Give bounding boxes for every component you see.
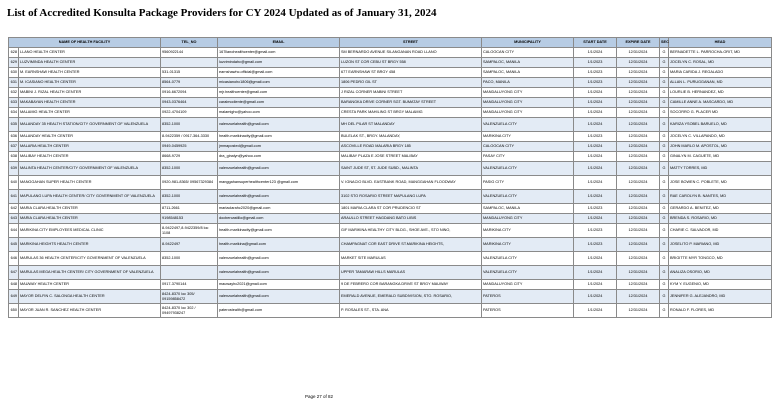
expire-date-cell: 12/31/2024 bbox=[617, 58, 660, 68]
street-cell: 1801 MARIA CLARA ST COR PRUDENCIO ST bbox=[340, 204, 482, 214]
municipality-cell: VALENZUELA CITY bbox=[482, 162, 574, 176]
table-row bbox=[9, 290, 772, 304]
expire-date-cell: 12/31/2024 bbox=[617, 142, 660, 152]
table-row bbox=[9, 132, 772, 142]
email-cell: health.marikinacity@gmail.com bbox=[218, 132, 340, 142]
head-cell: JOCELYN C. VILLAPANDO, MD bbox=[669, 132, 772, 142]
municipality-cell: PATEROS bbox=[482, 304, 574, 318]
head-cell: KYM Y. EUGENIO, MD bbox=[669, 280, 772, 290]
start-date-cell: 1/1/2023 bbox=[574, 58, 617, 68]
email-cell: luzvimindahc@gmail.com bbox=[218, 58, 340, 68]
municipality-cell: MARIKINA CITY bbox=[482, 224, 574, 238]
street-cell: 677 EARNSHAW ST BRGY 458 bbox=[340, 68, 482, 78]
street-cell: J RIZAL CORNER MABINI STREET bbox=[340, 88, 482, 98]
table-row bbox=[9, 304, 772, 318]
row-number-cell: 650 bbox=[9, 304, 19, 318]
row-number-cell: 631 bbox=[9, 78, 19, 88]
facility-name-cell: MALANDAY HEALTH CENTER bbox=[19, 132, 161, 142]
expire-date-cell: 12/31/2024 bbox=[617, 152, 660, 162]
facility-name-cell: MAYOR JUAN R. SANCHEZ HEALTH CENTER bbox=[19, 304, 161, 318]
row-number-cell: 641 bbox=[9, 190, 19, 204]
row-number-cell: 647 bbox=[9, 266, 19, 280]
row-number-cell: 642 bbox=[9, 204, 19, 214]
sec-cell: G bbox=[660, 214, 669, 224]
start-date-cell: 1/1/2024 bbox=[574, 48, 617, 58]
expire-date-cell: 12/31/2024 bbox=[617, 162, 660, 176]
head-cell: CAMILLE ANNE A. MASCARDO, MD bbox=[669, 98, 772, 108]
expire-date-cell: 12/31/2024 bbox=[617, 280, 660, 290]
head-cell: BERNADETTE L. PARROCHA-ORIT, MD bbox=[669, 48, 772, 58]
expire-date-cell: 12/31/2024 bbox=[617, 68, 660, 78]
municipality-cell: PACO, MANILA bbox=[482, 78, 574, 88]
sec-cell: G bbox=[660, 132, 669, 142]
table-row bbox=[9, 280, 772, 290]
municipality-cell: VALENZUELA CITY bbox=[482, 190, 574, 204]
start-date-cell: 1/1/2023 bbox=[574, 224, 617, 238]
col-header-tel: TEL_NO bbox=[161, 38, 218, 48]
sec-cell: G bbox=[660, 152, 669, 162]
sec-cell: G bbox=[660, 48, 669, 58]
row-number-cell: 649 bbox=[9, 290, 19, 304]
municipality-cell: VALENZUELA CITY bbox=[482, 118, 574, 132]
start-date-cell: 1/1/2024 bbox=[574, 290, 617, 304]
municipality-cell: VALENZUELA CITY bbox=[482, 252, 574, 266]
facility-name-cell: MALARIA HEALTH CENTER bbox=[19, 142, 161, 152]
table-row bbox=[9, 152, 772, 162]
email-cell: jmmaposted@gmail.com bbox=[218, 142, 340, 152]
table-row bbox=[9, 98, 772, 108]
table-row bbox=[9, 162, 772, 176]
table-row bbox=[9, 252, 772, 266]
sec-cell: G bbox=[660, 58, 669, 68]
expire-date-cell: 12/31/2024 bbox=[617, 204, 660, 214]
head-cell: JENNIFER G. ALEJANDRO, MD bbox=[669, 290, 772, 304]
facility-name-cell: MARIA CLARA HEALTH CENTER bbox=[19, 204, 161, 214]
table-row bbox=[9, 68, 772, 78]
street-cell: G/F MARIKINA HEALTHY CITY BLDG., SHOE AVE., STO NINO, bbox=[340, 224, 482, 238]
table-row bbox=[9, 204, 772, 214]
table-row bbox=[9, 48, 772, 58]
expire-date-cell: 12/31/2024 bbox=[617, 88, 660, 98]
expire-date-cell: 12/31/2024 bbox=[617, 118, 660, 132]
table-row bbox=[9, 190, 772, 204]
tel-no-cell: 0922-4704109 bbox=[161, 108, 218, 118]
facility-name-cell: MAKABAYAN HEALTH CENTER bbox=[19, 98, 161, 108]
start-date-cell: 1/1/2024 bbox=[574, 266, 617, 280]
email-cell: valenzuelahealth@gmail.com bbox=[218, 118, 340, 132]
col-header-email: EMAIL bbox=[218, 38, 340, 48]
col-header-municipality: MUNICIPALITY bbox=[482, 38, 574, 48]
start-date-cell: 1/1/2024 bbox=[574, 142, 617, 152]
street-cell: EMERALD AVENUE, EMERALD SUBDIVISION, STO. ROSARIO, bbox=[340, 290, 482, 304]
municipality-cell: PASIG CITY bbox=[482, 176, 574, 190]
expire-date-cell: 12/31/2024 bbox=[617, 132, 660, 142]
street-cell: 1806 PEDRO GIL ST bbox=[340, 78, 482, 88]
municipality-cell: MARIKINA CITY bbox=[482, 238, 574, 252]
table-row bbox=[9, 266, 772, 280]
email-cell: docbercastillo@gmail.com bbox=[218, 214, 340, 224]
row-number-cell: 634 bbox=[9, 108, 19, 118]
tel-no-cell: 8-9422497,8-9422359/8 loc 1108 bbox=[161, 224, 218, 238]
head-cell: JOSE BOWEN C. POBLETE, MD bbox=[669, 176, 772, 190]
row-number-cell: 639 bbox=[9, 162, 19, 176]
street-cell: SM BERNARDO AVENUE SILANGANAN ROAD LLANO bbox=[340, 48, 482, 58]
municipality-cell: CALOOCAN CITY bbox=[482, 48, 574, 58]
tel-no-cell: 8564-0779 bbox=[161, 78, 218, 88]
facility-name-cell: MABINI J. RIZAL HEALTH CENTER bbox=[19, 88, 161, 98]
start-date-cell: 1/1/2023 bbox=[574, 78, 617, 88]
start-date-cell: 1/1/2024 bbox=[574, 280, 617, 290]
municipality-cell: PATEROS bbox=[482, 290, 574, 304]
municipality-cell: MANDALUYONG CITY bbox=[482, 280, 574, 290]
expire-date-cell: 12/31/2024 bbox=[617, 48, 660, 58]
sec-cell: G bbox=[660, 224, 669, 238]
col-header-start-date: START DATE bbox=[574, 38, 617, 48]
start-date-cell: 1/1/2024 bbox=[574, 98, 617, 108]
municipality-cell: MANDALUYONG CITY bbox=[482, 108, 574, 118]
start-date-cell: 1/1/2024 bbox=[574, 162, 617, 176]
street-cell: CRESTA PARK MAHILING ST BRGY MALAMIG bbox=[340, 108, 482, 118]
email-cell: earnshawhc.official@gmail.com bbox=[218, 68, 340, 78]
expire-date-cell: 12/31/2024 bbox=[617, 214, 660, 224]
expire-date-cell: 12/31/2024 bbox=[617, 304, 660, 318]
street-cell: 3102 STO ROSARIO STREET MAPULANG LUPA bbox=[340, 190, 482, 204]
email-cell: caralmodiente@gmail.com bbox=[218, 98, 340, 108]
head-cell: JOCELYN C. ROSAL, MD bbox=[669, 58, 772, 68]
row-number-cell: 640 bbox=[9, 176, 19, 190]
head-cell: LOURLIE B. HERNANDEZ, MD bbox=[669, 88, 772, 98]
street-cell: CHAMPAGNAT COR EAST DRIVE ST.MARIKINA HEIGHTS, bbox=[340, 238, 482, 252]
sec-cell: G bbox=[660, 290, 669, 304]
municipality-cell: SAMPALOC, MANILA bbox=[482, 58, 574, 68]
tel-no-cell: 0949-0459925 bbox=[161, 142, 218, 152]
facility-name-cell: MALINTA HEALTH CENTER/CITY GOVERNMENT OF VALENZUELA bbox=[19, 162, 161, 176]
municipality-cell: VALENZUELA CITY bbox=[482, 266, 574, 280]
facility-name-cell: MANGGAHAN SUPER HEALTH CENTER bbox=[19, 176, 161, 190]
facility-name-cell: MARULAS 36 HEALTH CENTER/CITY GOVERNMENT OF VALENZUELA bbox=[19, 252, 161, 266]
sec-cell: G bbox=[660, 238, 669, 252]
row-number-cell: 645 bbox=[9, 238, 19, 252]
page-number: Page 27 of 82 bbox=[304, 394, 334, 399]
municipality-cell: SAMPALOC, MANILA bbox=[482, 204, 574, 214]
table-row bbox=[9, 214, 772, 224]
expire-date-cell: 12/31/2024 bbox=[617, 108, 660, 118]
email-cell: paterostealth@gmail.com bbox=[218, 304, 340, 318]
facility-name-cell: M. ICASIANO HEALTH CENTER bbox=[19, 78, 161, 88]
street-cell: MARKET SITE MARULAS bbox=[340, 252, 482, 266]
tel-no-cell: 531-01315 bbox=[161, 68, 218, 78]
tel-no-cell: 8-9422359 / 0917-364-3330 bbox=[161, 132, 218, 142]
sec-cell: G bbox=[660, 108, 669, 118]
email-cell: valenzuelahealth@gmail.com bbox=[218, 266, 340, 280]
sec-cell: G bbox=[660, 280, 669, 290]
sec-cell: G bbox=[660, 162, 669, 176]
providers-table bbox=[8, 37, 772, 318]
email-cell: dra_ginalyn@yahoo.com bbox=[218, 152, 340, 162]
tel-no-cell: 0920-981-8365/ 09567329384 bbox=[161, 176, 218, 190]
street-cell: 9 DE FEBRERO COR BARANGKA DRIVE ST BRGY MAUWAY bbox=[340, 280, 482, 290]
sec-cell: G bbox=[660, 88, 669, 98]
row-number-cell: 644 bbox=[9, 224, 19, 238]
tel-no-cell: 0916-6672094 bbox=[161, 88, 218, 98]
head-cell: ANALIZA OSORIO, MD bbox=[669, 266, 772, 280]
sec-cell: G bbox=[660, 98, 669, 108]
email-cell: malamighc@yahoo.com bbox=[218, 108, 340, 118]
table-row bbox=[9, 58, 772, 68]
table-row bbox=[9, 238, 772, 252]
tel-no-cell bbox=[161, 266, 218, 280]
facility-name-cell: MALIBAY HEALTH CENTER bbox=[19, 152, 161, 162]
start-date-cell: 1/1/2023 bbox=[574, 68, 617, 78]
municipality-cell: MANDALUYONG CITY bbox=[482, 88, 574, 98]
expire-date-cell: 12/31/2024 bbox=[617, 78, 660, 88]
tel-no-cell: 8352-1000 bbox=[161, 118, 218, 132]
email-cell: valenzuelahealth@gmail.com bbox=[218, 190, 340, 204]
sec-cell: G bbox=[660, 142, 669, 152]
street-cell: LUZON ST COR CEBU ST BRGY 558 bbox=[340, 58, 482, 68]
street-cell: ASCOVILLE ROAD MALARIA BRGY 185 bbox=[340, 142, 482, 152]
head-cell: MATTY TORRES, MD bbox=[669, 162, 772, 176]
sec-cell: G bbox=[660, 190, 669, 204]
facility-name-cell: LUZVIMINDA HEALTH CENTER bbox=[19, 58, 161, 68]
row-number-cell: 648 bbox=[9, 280, 19, 290]
facility-name-cell: MALANDAY 35 HEALTH STATION/CITY GOVERNMENT OF VALENZUELA bbox=[19, 118, 161, 132]
sec-cell: G bbox=[660, 266, 669, 280]
row-number-cell: 629 bbox=[9, 58, 19, 68]
municipality-cell: CALOOCAN CITY bbox=[482, 142, 574, 152]
tel-no-cell: 0917-3790144 bbox=[161, 280, 218, 290]
start-date-cell: 1/1/2023 bbox=[574, 204, 617, 214]
expire-date-cell: 12/31/2024 bbox=[617, 290, 660, 304]
facility-name-cell: MAYOR DELFIN C. SALONGA HEALTH CENTER bbox=[19, 290, 161, 304]
table-row bbox=[9, 142, 772, 152]
email-cell: valenzuelahealth@gmail.com bbox=[218, 252, 340, 266]
facility-name-cell: MAPULANG LUPA HEALTH CENTER/ CITY GOVERNMENT OF VALENZUELA bbox=[19, 190, 161, 204]
head-cell: SOCORRO G. PLACER MD bbox=[669, 108, 772, 118]
col-header-street: STREET bbox=[340, 38, 482, 48]
col-header-expire-date: EXPIRE DATE bbox=[617, 38, 660, 48]
email-cell: micasianohc1806@gmail.com bbox=[218, 78, 340, 88]
tel-no-cell: 9198548153 bbox=[161, 214, 218, 224]
start-date-cell: 1/1/2024 bbox=[574, 176, 617, 190]
sec-cell: G bbox=[660, 68, 669, 78]
table-row bbox=[9, 108, 772, 118]
facility-name-cell: MARULAS MEGA HEALTH CENTER/ CITY GOVERNMENT OF VALENZUELA bbox=[19, 266, 161, 280]
head-cell: RAE CAROLYN B. NANTES, MD bbox=[669, 190, 772, 204]
street-cell: BARANGKA DRIVE CORNER SGT. BUMATAY STREET bbox=[340, 98, 482, 108]
facility-name-cell: MARIKINA HEIGHTS HEALTH CENTER bbox=[19, 238, 161, 252]
tel-no-cell: 8424-8370 loc 302 / 09497938247 bbox=[161, 304, 218, 318]
expire-date-cell: 12/31/2024 bbox=[617, 224, 660, 238]
street-cell: V. IGNACIO BLVD. EASTBANK ROAD, MANGGAHAN FLOODWAY bbox=[340, 176, 482, 190]
row-number-cell: 636 bbox=[9, 132, 19, 142]
email-cell: mariaclarahc2020@gmail.com bbox=[218, 204, 340, 214]
facility-name-cell: MAUWAY HEALTH CENTER bbox=[19, 280, 161, 290]
table-header-row bbox=[9, 38, 772, 48]
municipality-cell: MARIKINA CITY bbox=[482, 132, 574, 142]
start-date-cell: 1/1/2023 bbox=[574, 238, 617, 252]
expire-date-cell: 12/31/2024 bbox=[617, 190, 660, 204]
street-cell: MH DEL PILAR ST MALANDAY bbox=[340, 118, 482, 132]
head-cell: GINALYN M. CAGUETE, MD bbox=[669, 152, 772, 162]
table-body bbox=[9, 48, 772, 318]
head-cell: KARIZA YSOBEL BARUELO, MD bbox=[669, 118, 772, 132]
municipality-cell: MANDALUYONG CITY bbox=[482, 214, 574, 224]
street-cell: MALIBAY PLAZA E JOSE STREET MALIBAY bbox=[340, 152, 482, 162]
start-date-cell: 1/1/2024 bbox=[574, 214, 617, 224]
tel-no-cell: 0943-0376464 bbox=[161, 98, 218, 108]
row-number-cell: 628 bbox=[9, 48, 19, 58]
table-row bbox=[9, 224, 772, 238]
row-number-cell: 638 bbox=[9, 152, 19, 162]
col-header-head: HEAD bbox=[669, 38, 772, 48]
tel-no-cell: 8424-8370 loc 305/ 09159858472 bbox=[161, 290, 218, 304]
street-cell: UPPER TAMARAW HILLS MARULAS bbox=[340, 266, 482, 280]
head-cell: JOSELITO P. MARIANO, MD bbox=[669, 238, 772, 252]
email-cell: valenzuelahealth@gmail.com bbox=[218, 162, 340, 176]
tel-no-cell bbox=[161, 58, 218, 68]
start-date-cell: 1/1/2024 bbox=[574, 304, 617, 318]
street-cell: SAINT JUDE ST, ST. JUDE SUBD., MALINTA bbox=[340, 162, 482, 176]
email-cell: mjr.healthcenter@gmail.com bbox=[218, 88, 340, 98]
start-date-cell: 1/1/2024 bbox=[574, 190, 617, 204]
sec-cell: G bbox=[660, 252, 669, 266]
street-cell: BULELAK ST., BRGY. MALANDAY, bbox=[340, 132, 482, 142]
head-cell: ALLAN L. PURUGGANAN, MD bbox=[669, 78, 772, 88]
expire-date-cell: 12/31/2024 bbox=[617, 98, 660, 108]
sec-cell: G bbox=[660, 118, 669, 132]
facility-name-cell: MALAMIG HEALTH CENTER bbox=[19, 108, 161, 118]
row-number-cell: 630 bbox=[9, 68, 19, 78]
row-number-cell: 646 bbox=[9, 252, 19, 266]
facility-name-cell: M. EARNSHAW HEALTH CENTER bbox=[19, 68, 161, 78]
head-cell: JOHN MARLO M. APOSTOL, MD bbox=[669, 142, 772, 152]
table-row bbox=[9, 118, 772, 132]
table-row bbox=[9, 88, 772, 98]
row-number-cell: 632 bbox=[9, 88, 19, 98]
municipality-cell: SAMPALOC, MANILA bbox=[482, 68, 574, 78]
street-cell: ARAULLO STREET HAGDANG BATO LIBIS bbox=[340, 214, 482, 224]
email-cell: manggahansuperhealthcenter123 @gmail.com bbox=[218, 176, 340, 190]
email-cell: health.marikinacity@gmail.com bbox=[218, 224, 340, 238]
row-number-cell: 633 bbox=[9, 98, 19, 108]
tel-no-cell: 9560922144 bbox=[161, 48, 218, 58]
start-date-cell: 1/1/2024 bbox=[574, 252, 617, 266]
row-number-cell: 635 bbox=[9, 118, 19, 132]
sec-cell: G bbox=[660, 204, 669, 214]
facility-name-cell: MARIA CLARA HEALTH CENTER bbox=[19, 214, 161, 224]
facility-name-cell: MARIKINA CITY EMPLOYEES MEDICAL CLINIC bbox=[19, 224, 161, 238]
tel-no-cell: 8352-1000 bbox=[161, 162, 218, 176]
col-header-sec: SEC bbox=[660, 38, 669, 48]
start-date-cell: 1/1/2024 bbox=[574, 118, 617, 132]
head-cell: BRENDA S. ROSARIO, MD bbox=[669, 214, 772, 224]
head-cell: BRIGITTE MYR TONGCO, MD bbox=[669, 252, 772, 266]
row-number-cell: 637 bbox=[9, 142, 19, 152]
email-cell: mauwayhc2021@gmail.com bbox=[218, 280, 340, 290]
municipality-cell: PASAY CITY bbox=[482, 152, 574, 162]
email-cell: valenzuelahealth@gmail.com bbox=[218, 290, 340, 304]
sec-cell: G bbox=[660, 176, 669, 190]
expire-date-cell: 12/31/2024 bbox=[617, 176, 660, 190]
sec-cell: G bbox=[660, 78, 669, 88]
expire-date-cell: 12/31/2024 bbox=[617, 238, 660, 252]
sec-cell: G bbox=[660, 304, 669, 318]
start-date-cell: 1/1/2024 bbox=[574, 152, 617, 162]
head-cell: GERARDO A. BENITEZ, MD bbox=[669, 204, 772, 214]
tel-no-cell: 8352-1000 bbox=[161, 190, 218, 204]
table-row bbox=[9, 78, 772, 88]
email-cell: health.marikina@gmail.com bbox=[218, 238, 340, 252]
tel-no-cell: 8-9422497 bbox=[161, 238, 218, 252]
row-number-cell: 643 bbox=[9, 214, 19, 224]
street-cell: P. ROSALES ST., STA. ANA bbox=[340, 304, 482, 318]
email-cell: 167llanohealthcenter@gmail.com bbox=[218, 48, 340, 58]
col-header-facility: NAME OF HEALTH FACILITY bbox=[9, 38, 161, 48]
expire-date-cell: 12/31/2024 bbox=[617, 266, 660, 280]
document-title: List of Accredited Konsulta Package Providers for CY 2024 Updated as of January 31, 2024 bbox=[7, 7, 437, 19]
start-date-cell: 1/1/2024 bbox=[574, 88, 617, 98]
start-date-cell: 1/1/2024 bbox=[574, 108, 617, 118]
facility-name-cell: LLANO HEALTH CENTER bbox=[19, 48, 161, 58]
table-row bbox=[9, 176, 772, 190]
head-cell: MARIA CARIDA J. REGALADO bbox=[669, 68, 772, 78]
head-cell: CHARIE C. SALVADOR, MD bbox=[669, 224, 772, 238]
head-cell: RONALD F. FLORES, MD bbox=[669, 304, 772, 318]
start-date-cell: 1/1/2023 bbox=[574, 132, 617, 142]
tel-no-cell: 8711-2661 bbox=[161, 204, 218, 214]
tel-no-cell: 8668-9729 bbox=[161, 152, 218, 162]
tel-no-cell: 8352-1000 bbox=[161, 252, 218, 266]
expire-date-cell: 12/31/2024 bbox=[617, 252, 660, 266]
municipality-cell: MANDALUYONG CITY bbox=[482, 98, 574, 108]
